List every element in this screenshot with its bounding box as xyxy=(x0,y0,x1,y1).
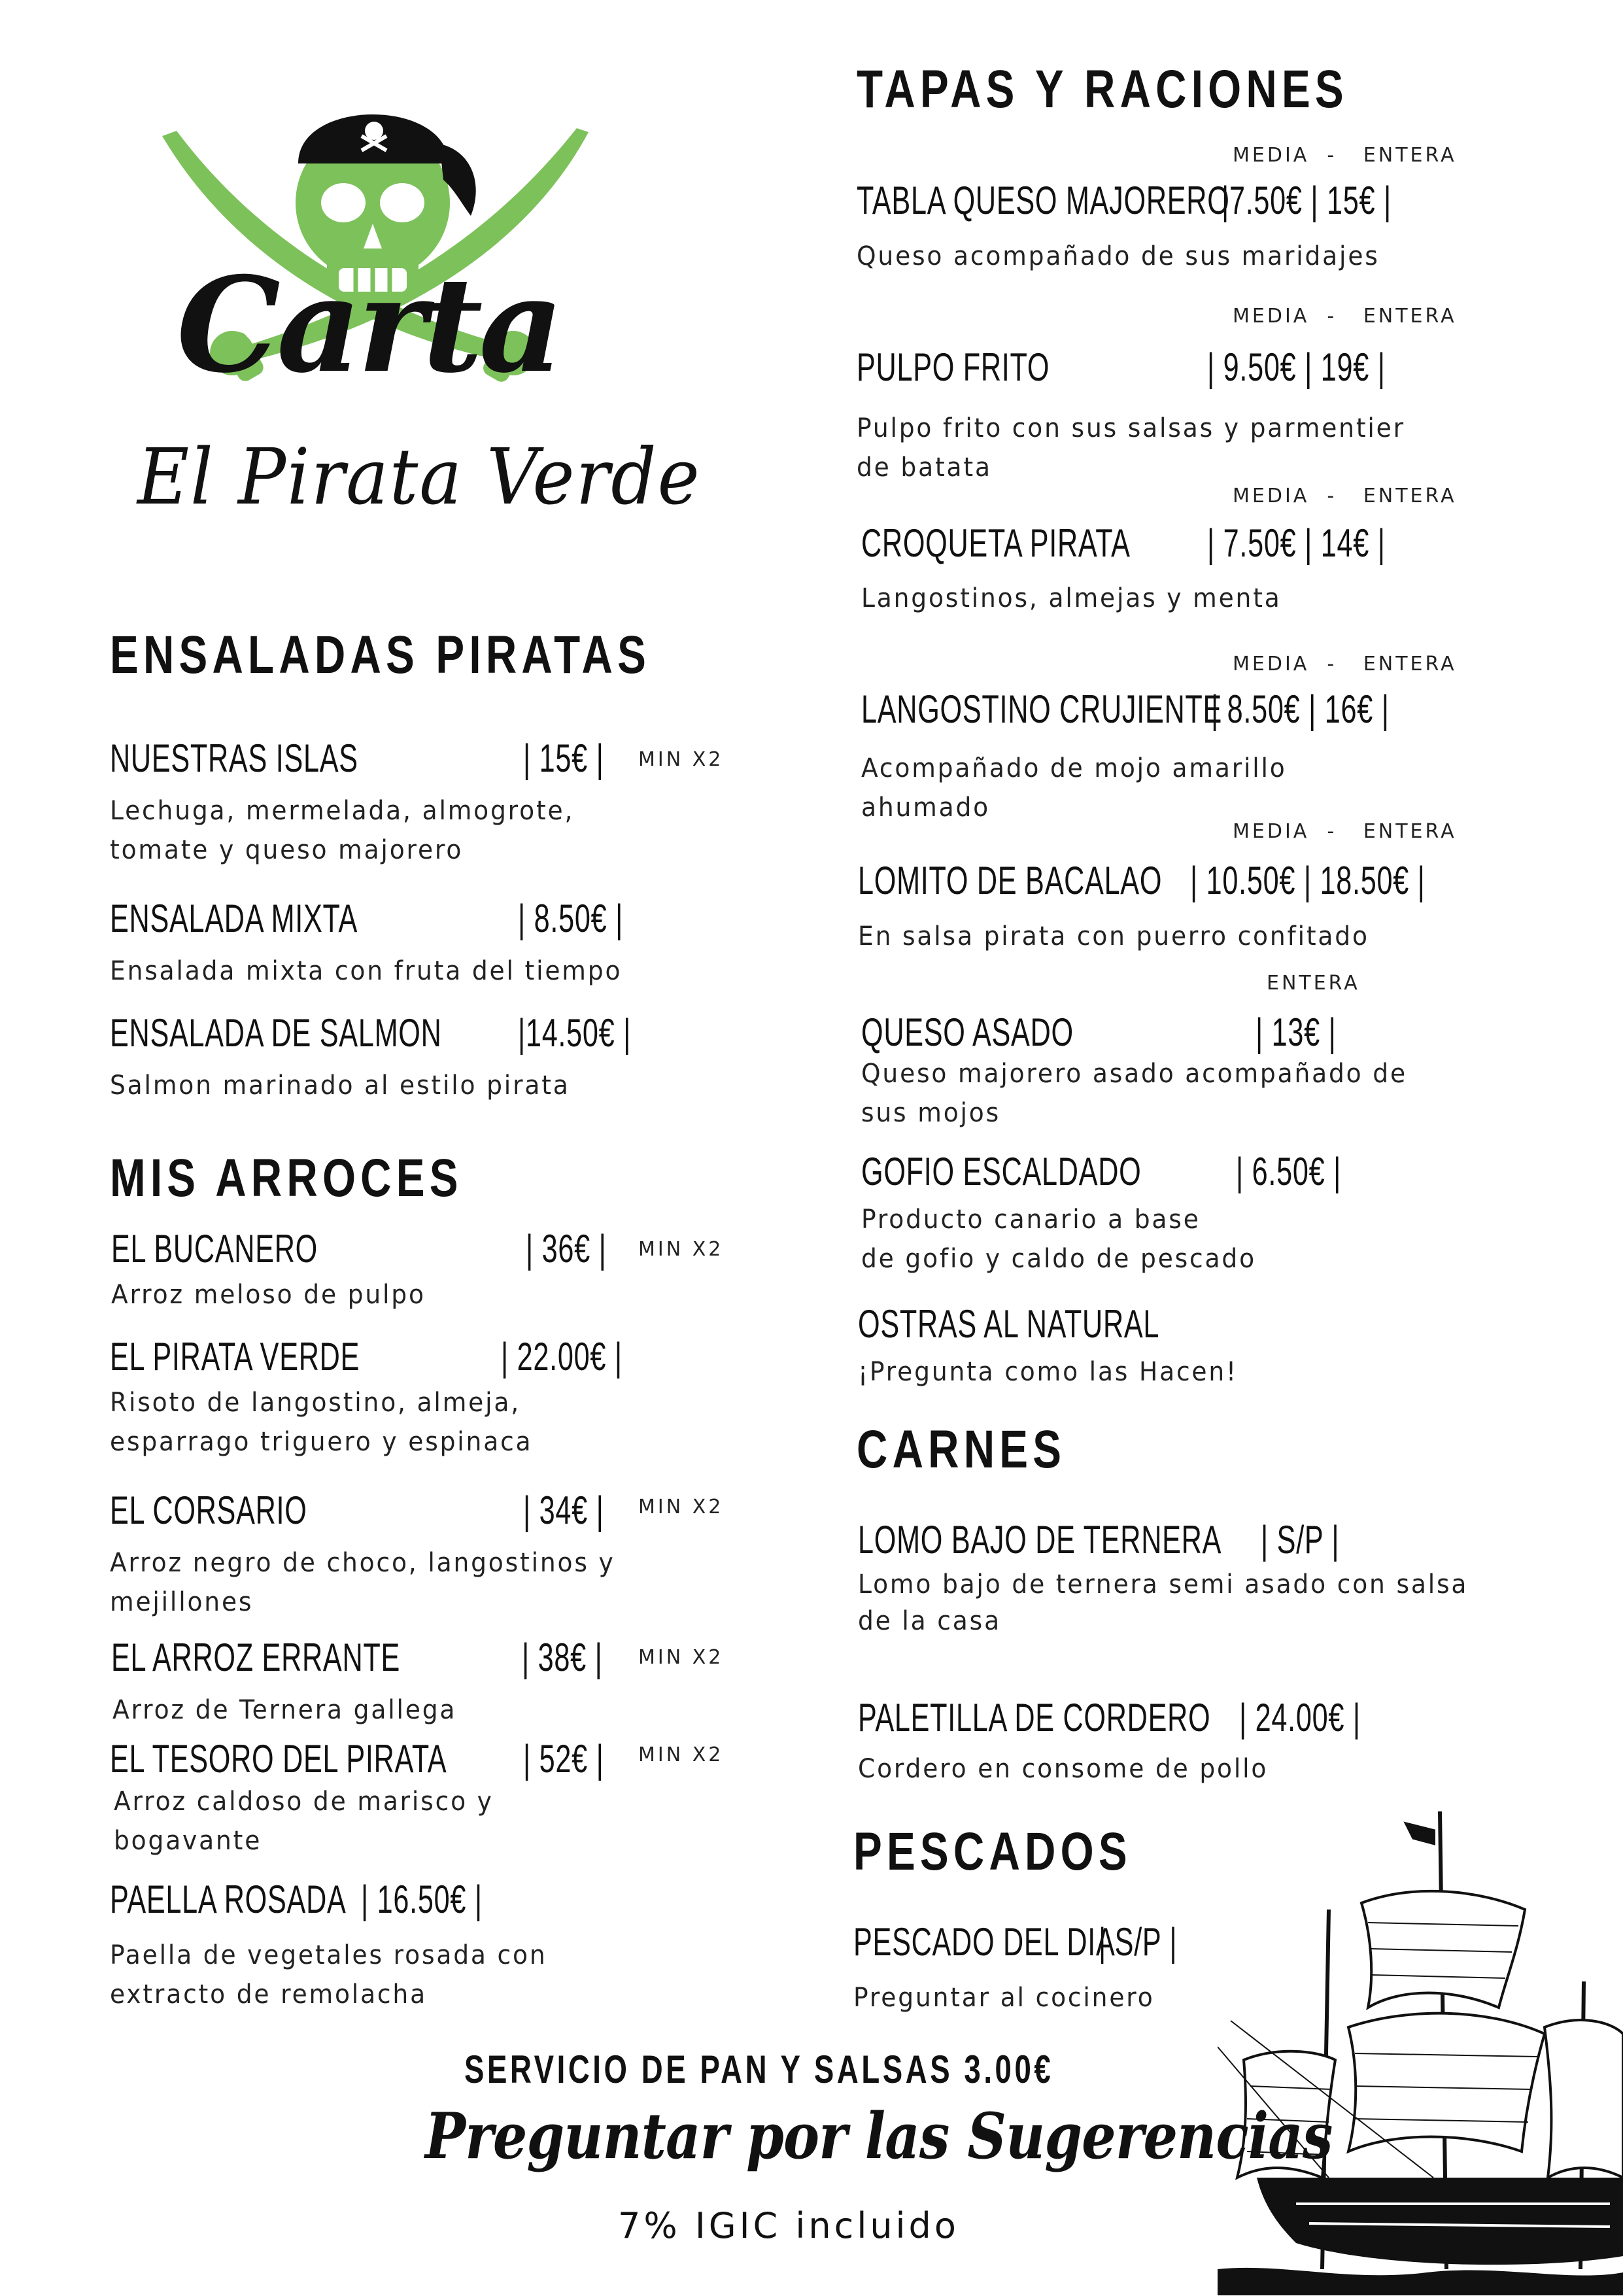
menu-item-name: PESCADO DEL DIA xyxy=(853,1920,1116,1964)
menu-item-desc: Cordero en consome de pollo xyxy=(858,1754,1269,1784)
portion-header: MEDIA - ENTERA xyxy=(1233,820,1457,843)
menu-item-name: LANGOSTINO CRUJIENTE xyxy=(861,687,1223,731)
menu-item-price: | 10.50€ | 18.50€ | xyxy=(1190,859,1426,902)
menu-item-name: LOMO BAJO DE TERNERA xyxy=(858,1518,1222,1562)
section-title-carnes: CARNES xyxy=(857,1420,1067,1479)
menu-item-price: | 38€ | xyxy=(522,1636,603,1679)
menu-item-note: MIN X2 xyxy=(638,1238,724,1261)
menu-item-note: MIN X2 xyxy=(638,1646,724,1669)
menu-item-name: EL TESORO DEL PIRATA xyxy=(110,1737,447,1781)
logo-subtitle: El Pirata Verde xyxy=(137,432,701,522)
tax-note: 7% IGIC incluido xyxy=(618,2205,959,2246)
menu-item-price: | 36€ | xyxy=(526,1227,607,1271)
bread-service: SERVICIO DE PAN Y SALSAS 3.00€ xyxy=(464,2048,1054,2091)
menu-item-price: | S/P | xyxy=(1261,1518,1340,1562)
menu-item-desc: Langostinos, almejas y menta xyxy=(861,583,1282,613)
menu-item-name: QUESO ASADO xyxy=(861,1010,1074,1054)
menu-item-price: | 24.00€ | xyxy=(1239,1696,1361,1739)
menu-item-desc: Acompañado de mojo amarillo ahumado xyxy=(861,753,1287,823)
menu-item-desc: ¡Pregunta como las Hacen! xyxy=(858,1357,1238,1387)
menu-item-name: EL BUCANERO xyxy=(111,1227,318,1271)
menu-item-desc: Lomo bajo de ternera semi asado con salsa de la casa xyxy=(858,1569,1469,1636)
section-title-tapas: TAPAS Y RACIONES xyxy=(857,60,1348,119)
menu-item-name: TABLA QUESO MAJORERO xyxy=(857,179,1230,222)
menu-item-desc: Salmon marinado al estilo pirata xyxy=(110,1071,570,1101)
menu-item-price: | 15€ | xyxy=(523,736,604,780)
portion-header: MEDIA - ENTERA xyxy=(1233,653,1457,676)
menu-item-desc: Paella de vegetales rosada con extracto de remolacha xyxy=(110,1940,547,2010)
menu-item-desc: Arroz meloso de pulpo xyxy=(111,1280,426,1310)
sugerencias-note: Preguntar por las Sugerencias xyxy=(425,2099,1333,2173)
menu-item-price: | 6.50€ | xyxy=(1236,1150,1342,1193)
menu-item-price: | 8.50€ | xyxy=(518,897,624,940)
menu-item-name: EL CORSARIO xyxy=(110,1488,307,1532)
menu-item-desc: Queso majorero asado acompañado de sus mojos xyxy=(861,1059,1407,1128)
menu-item-name: OSTRAS AL NATURAL xyxy=(858,1302,1160,1346)
menu-item-desc: En salsa pirata con puerro confitado xyxy=(858,921,1369,951)
menu-item-price: | 22.00€ | xyxy=(501,1335,623,1379)
pirate-ship-icon xyxy=(1218,1811,1623,2295)
menu-item-name: PALETILLA DE CORDERO xyxy=(858,1696,1211,1739)
menu-item-name: EL ARROZ ERRANTE xyxy=(111,1636,401,1679)
menu-item-desc: Lechuga, mermelada, almogrote, tomate y queso majorero xyxy=(110,796,575,865)
portion-header: ENTERA xyxy=(1267,972,1360,995)
menu-item-desc: Arroz caldoso de marisco y bogavante xyxy=(114,1787,494,1856)
menu-item-price: | 13€ | xyxy=(1256,1010,1337,1054)
menu-item-desc: Arroz negro de choco, langostinos y mejillones xyxy=(110,1548,615,1617)
menu-item-price: | 9.50€ | 19€ | xyxy=(1207,345,1386,389)
menu-item-name: GOFIO ESCALDADO xyxy=(861,1150,1142,1193)
menu-item-desc: Queso acompañado de sus maridajes xyxy=(857,241,1380,271)
portion-header: MEDIA - ENTERA xyxy=(1233,305,1457,328)
menu-item-name: ENSALADA MIXTA xyxy=(110,897,358,940)
pirate-logo xyxy=(131,52,701,562)
menu-item-name: LOMITO DE BACALAO xyxy=(858,859,1163,902)
menu-item-price: | 16.50€ | xyxy=(361,1877,483,1921)
menu-item-note: MIN X2 xyxy=(638,1496,724,1518)
menu-item-name: PAELLA ROSADA xyxy=(110,1877,347,1921)
menu-item-price: |14.50€ | xyxy=(518,1011,632,1055)
menu-item-desc: Arroz de Ternera gallega xyxy=(112,1695,457,1725)
menu-item-name: PULPO FRITO xyxy=(857,345,1050,389)
menu-item-desc: Risoto de langostino, almeja, esparrago triguero y espinaca xyxy=(110,1388,533,1457)
portion-header: MEDIA - ENTERA xyxy=(1233,144,1457,167)
menu-item-desc: Preguntar al cocinero xyxy=(853,1983,1155,2013)
menu-item-name: ENSALADA DE SALMON xyxy=(110,1011,442,1055)
section-title-pescados: PESCADOS xyxy=(853,1822,1132,1881)
menu-item-desc: Producto canario a base de gofio y caldo de pescado xyxy=(861,1205,1256,1274)
section-title-arroces: MIS ARROCES xyxy=(110,1148,463,1208)
menu-item-name: EL PIRATA VERDE xyxy=(110,1335,360,1379)
menu-item-price: | S/P | xyxy=(1099,1920,1178,1964)
menu-item-name: CROQUETA PIRATA xyxy=(861,521,1131,565)
menu-item-price: | 52€ | xyxy=(523,1737,604,1781)
menu-item-name: NUESTRAS ISLAS xyxy=(110,736,358,780)
menu-item-note: MIN X2 xyxy=(638,748,724,771)
section-title-ensaladas: ENSALADAS PIRATAS xyxy=(110,625,651,685)
menu-item-price: | 7.50€ | 14€ | xyxy=(1207,521,1386,565)
menu-item-desc: Pulpo frito con sus salsas y parmentier de batata xyxy=(857,413,1405,483)
menu-item-note: MIN X2 xyxy=(638,1743,724,1766)
menu-item-price: |7.50€ | 15€ | xyxy=(1222,179,1392,222)
menu-item-desc: Ensalada mixta con fruta del tiempo xyxy=(110,956,623,986)
menu-item-price: | 34€ | xyxy=(523,1488,604,1532)
menu-item-price: | 8.50€ | 16€ | xyxy=(1211,687,1390,731)
logo-title: Carta xyxy=(177,248,560,402)
portion-header: MEDIA - ENTERA xyxy=(1233,485,1457,507)
